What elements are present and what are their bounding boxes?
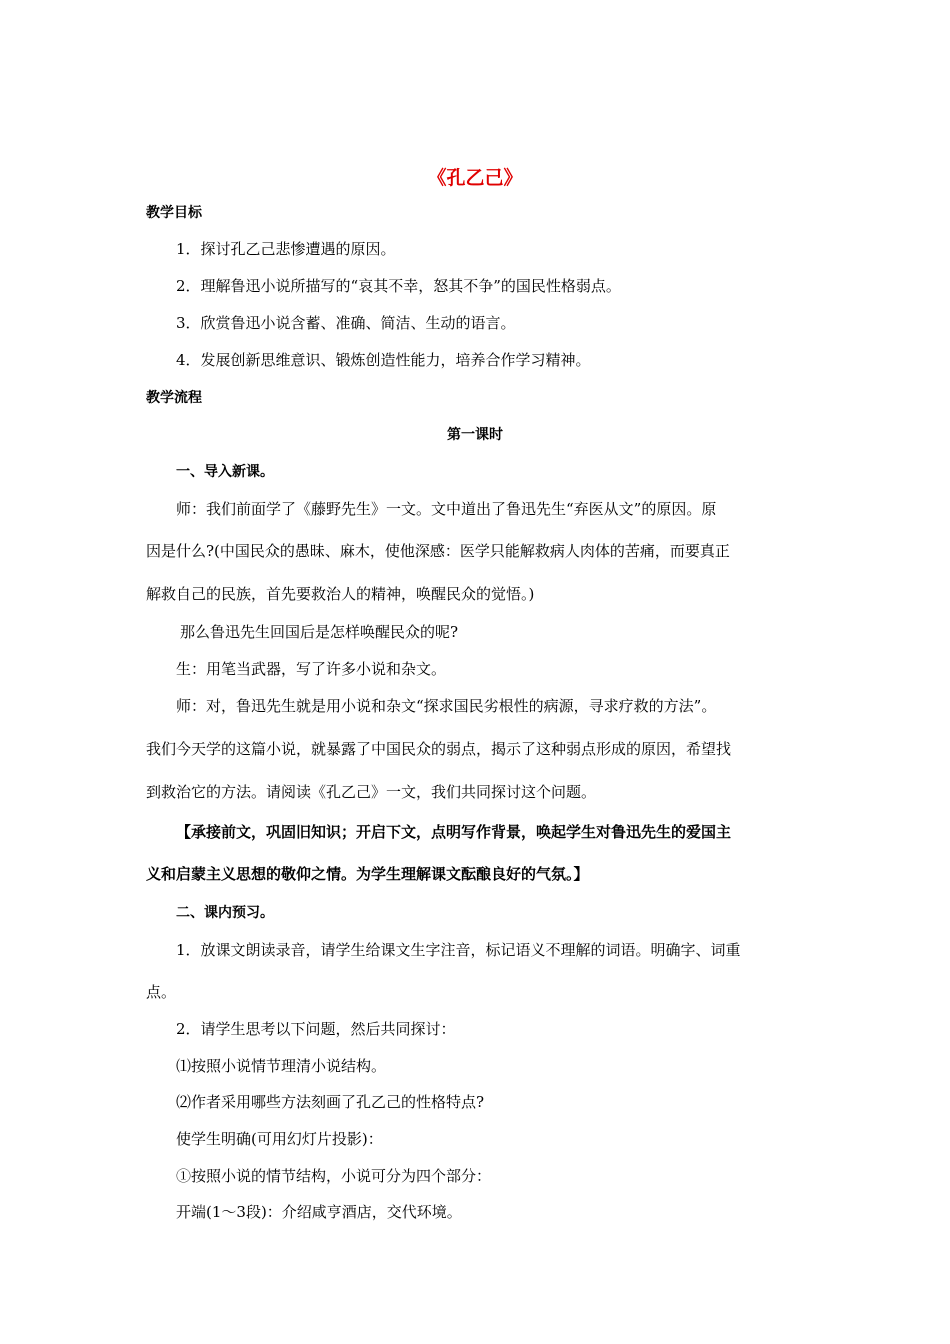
paragraph-line: 生：用笔当武器，写了许多小说和杂文。 xyxy=(176,660,447,678)
paragraph-line: 我们今天学的这篇小说，就暴露了中国民众的弱点，揭示了这种弱点形成的原因，希望找 xyxy=(146,740,732,758)
answer-line: 开端(1～3段)：介绍咸亨酒店，交代环境。 xyxy=(176,1203,462,1221)
section-heading-process: 教学流程 xyxy=(146,390,202,406)
goal-item: 1．探讨孔乙己悲惨遭遇的原因。 xyxy=(176,240,396,258)
paragraph-line: 师：我们前面学了《藤野先生》一文。文中道出了鲁迅先生“弃医从文”的原因。原 xyxy=(176,500,717,518)
paragraph-line: 师：对，鲁迅先生就是用小说和杂文“探求国民劣根性的病源，寻求疗救的方法”。 xyxy=(176,697,717,715)
list-item-continued: 点。 xyxy=(146,983,177,1001)
part-heading-intro: 一、导入新课。 xyxy=(176,464,274,480)
document-title: 《孔乙己》 xyxy=(427,167,523,189)
paragraph-line: 那么鲁迅先生回国后是怎样唤醒民众的呢? xyxy=(180,623,459,641)
part-heading-preview: 二、课内预习。 xyxy=(176,905,274,921)
paragraph-line: 因是什么?(中国民众的愚昧、麻木，使他深感：医学只能解救病人肉体的苦痛，而要真正 xyxy=(146,542,730,560)
goal-item: 3．欣赏鲁迅小说含蓄、准确、简洁、生动的语言。 xyxy=(176,314,516,332)
list-item: 1．放课文朗读录音，请学生给课文生字注音，标记语义不理解的词语。明确字、词重 xyxy=(176,941,741,959)
lesson-title: 第一课时 xyxy=(447,427,503,443)
paragraph-line: 解救自己的民族，首先要救治人的精神，唤醒民众的觉悟。) xyxy=(146,585,535,603)
section-heading-goals: 教学目标 xyxy=(146,205,202,221)
question-item: ⑵作者采用哪些方法刻画了孔乙己的性格特点? xyxy=(176,1093,485,1111)
paragraph-line: 到救治它的方法。请阅读《孔乙己》一文，我们共同探讨这个问题。 xyxy=(146,783,597,801)
goal-item: 4．发展创新思维意识、锻炼创造性能力，培养合作学习精神。 xyxy=(176,351,591,369)
list-item: 2．请学生思考以下问题，然后共同探讨： xyxy=(176,1020,456,1038)
clarify-line: 使学生明确(可用幻灯片投影)： xyxy=(176,1130,383,1148)
goal-item: 2．理解鲁迅小说所描写的“哀其不幸，怒其不争”的国民性格弱点。 xyxy=(176,277,621,295)
question-item: ⑴按照小说情节理清小说结构。 xyxy=(176,1057,387,1075)
answer-line: ①按照小说的情节结构，小说可分为四个部分： xyxy=(176,1167,492,1185)
teaching-note-line: 【承接前文，巩固旧知识；开启下文，点明写作背景，唤起学生对鲁迅先生的爱国主 xyxy=(176,823,732,841)
teaching-note-line: 义和启蒙主义思想的敬仰之情。为学生理解课文酝酿良好的气氛。】 xyxy=(146,865,589,883)
